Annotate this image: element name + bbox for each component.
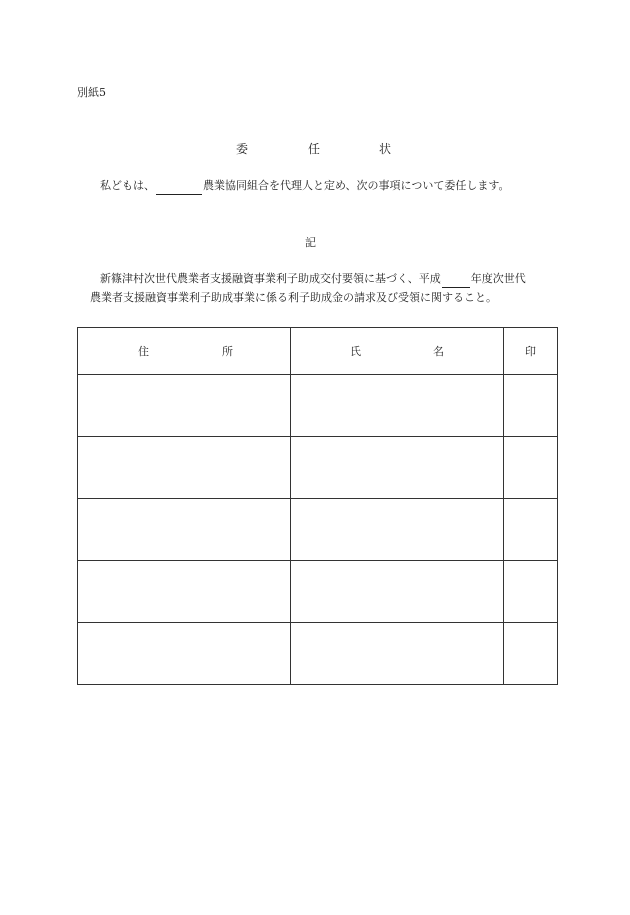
name-header-char-2: 名 — [433, 345, 444, 358]
table-row — [78, 499, 558, 561]
name-cell[interactable] — [291, 561, 504, 623]
appendix-label: 別紙5 — [77, 86, 106, 99]
matter-line-1 — [100, 270, 526, 288]
seal-cell[interactable] — [504, 375, 558, 437]
matter-line-1-suffix: 年度次世代 — [470, 272, 526, 285]
delegator-table — [77, 327, 558, 685]
seal-header — [504, 328, 558, 375]
intro-suffix: 農業協同組合を代理人と定め、次の事項について委任します。 — [203, 179, 510, 192]
name-cell[interactable] — [291, 437, 504, 499]
address-cell[interactable] — [78, 437, 291, 499]
address-header-char-1: 住 — [138, 345, 149, 358]
cooperative-name-blank[interactable] — [156, 181, 202, 195]
table-row — [78, 561, 558, 623]
table-header-row — [78, 328, 558, 375]
table-row — [78, 623, 558, 685]
ki-heading: 記 — [305, 236, 316, 249]
seal-cell[interactable] — [504, 623, 558, 685]
matter-line-1-prefix: 新篠津村次世代農業者支援融資事業利子助成交付要領に基づく、平成 — [100, 272, 441, 285]
address-cell[interactable] — [78, 623, 291, 685]
title-char-3: 状 — [379, 142, 392, 156]
intro-paragraph — [100, 177, 509, 195]
table-row — [78, 375, 558, 437]
name-header-char-1: 氏 — [350, 345, 361, 358]
name-header — [291, 328, 504, 375]
address-header — [78, 328, 291, 375]
name-cell[interactable] — [291, 499, 504, 561]
seal-header-char: 印 — [525, 345, 536, 358]
seal-cell[interactable] — [504, 437, 558, 499]
seal-cell[interactable] — [504, 499, 558, 561]
address-cell[interactable] — [78, 375, 291, 437]
address-cell[interactable] — [78, 561, 291, 623]
title-char-1: 委 — [236, 142, 249, 156]
fiscal-year-blank[interactable] — [442, 274, 470, 288]
name-cell[interactable] — [291, 375, 504, 437]
table-row — [78, 437, 558, 499]
name-cell[interactable] — [291, 623, 504, 685]
address-header-char-2: 所 — [222, 345, 233, 358]
seal-cell[interactable] — [504, 561, 558, 623]
title-char-2: 任 — [308, 142, 321, 156]
intro-prefix: 私どもは、 — [100, 179, 155, 192]
matter-line-2: 農業者支援融資事業利子助成事業に係る利子助成金の請求及び受領に関すること。 — [90, 291, 497, 304]
address-cell[interactable] — [78, 499, 291, 561]
